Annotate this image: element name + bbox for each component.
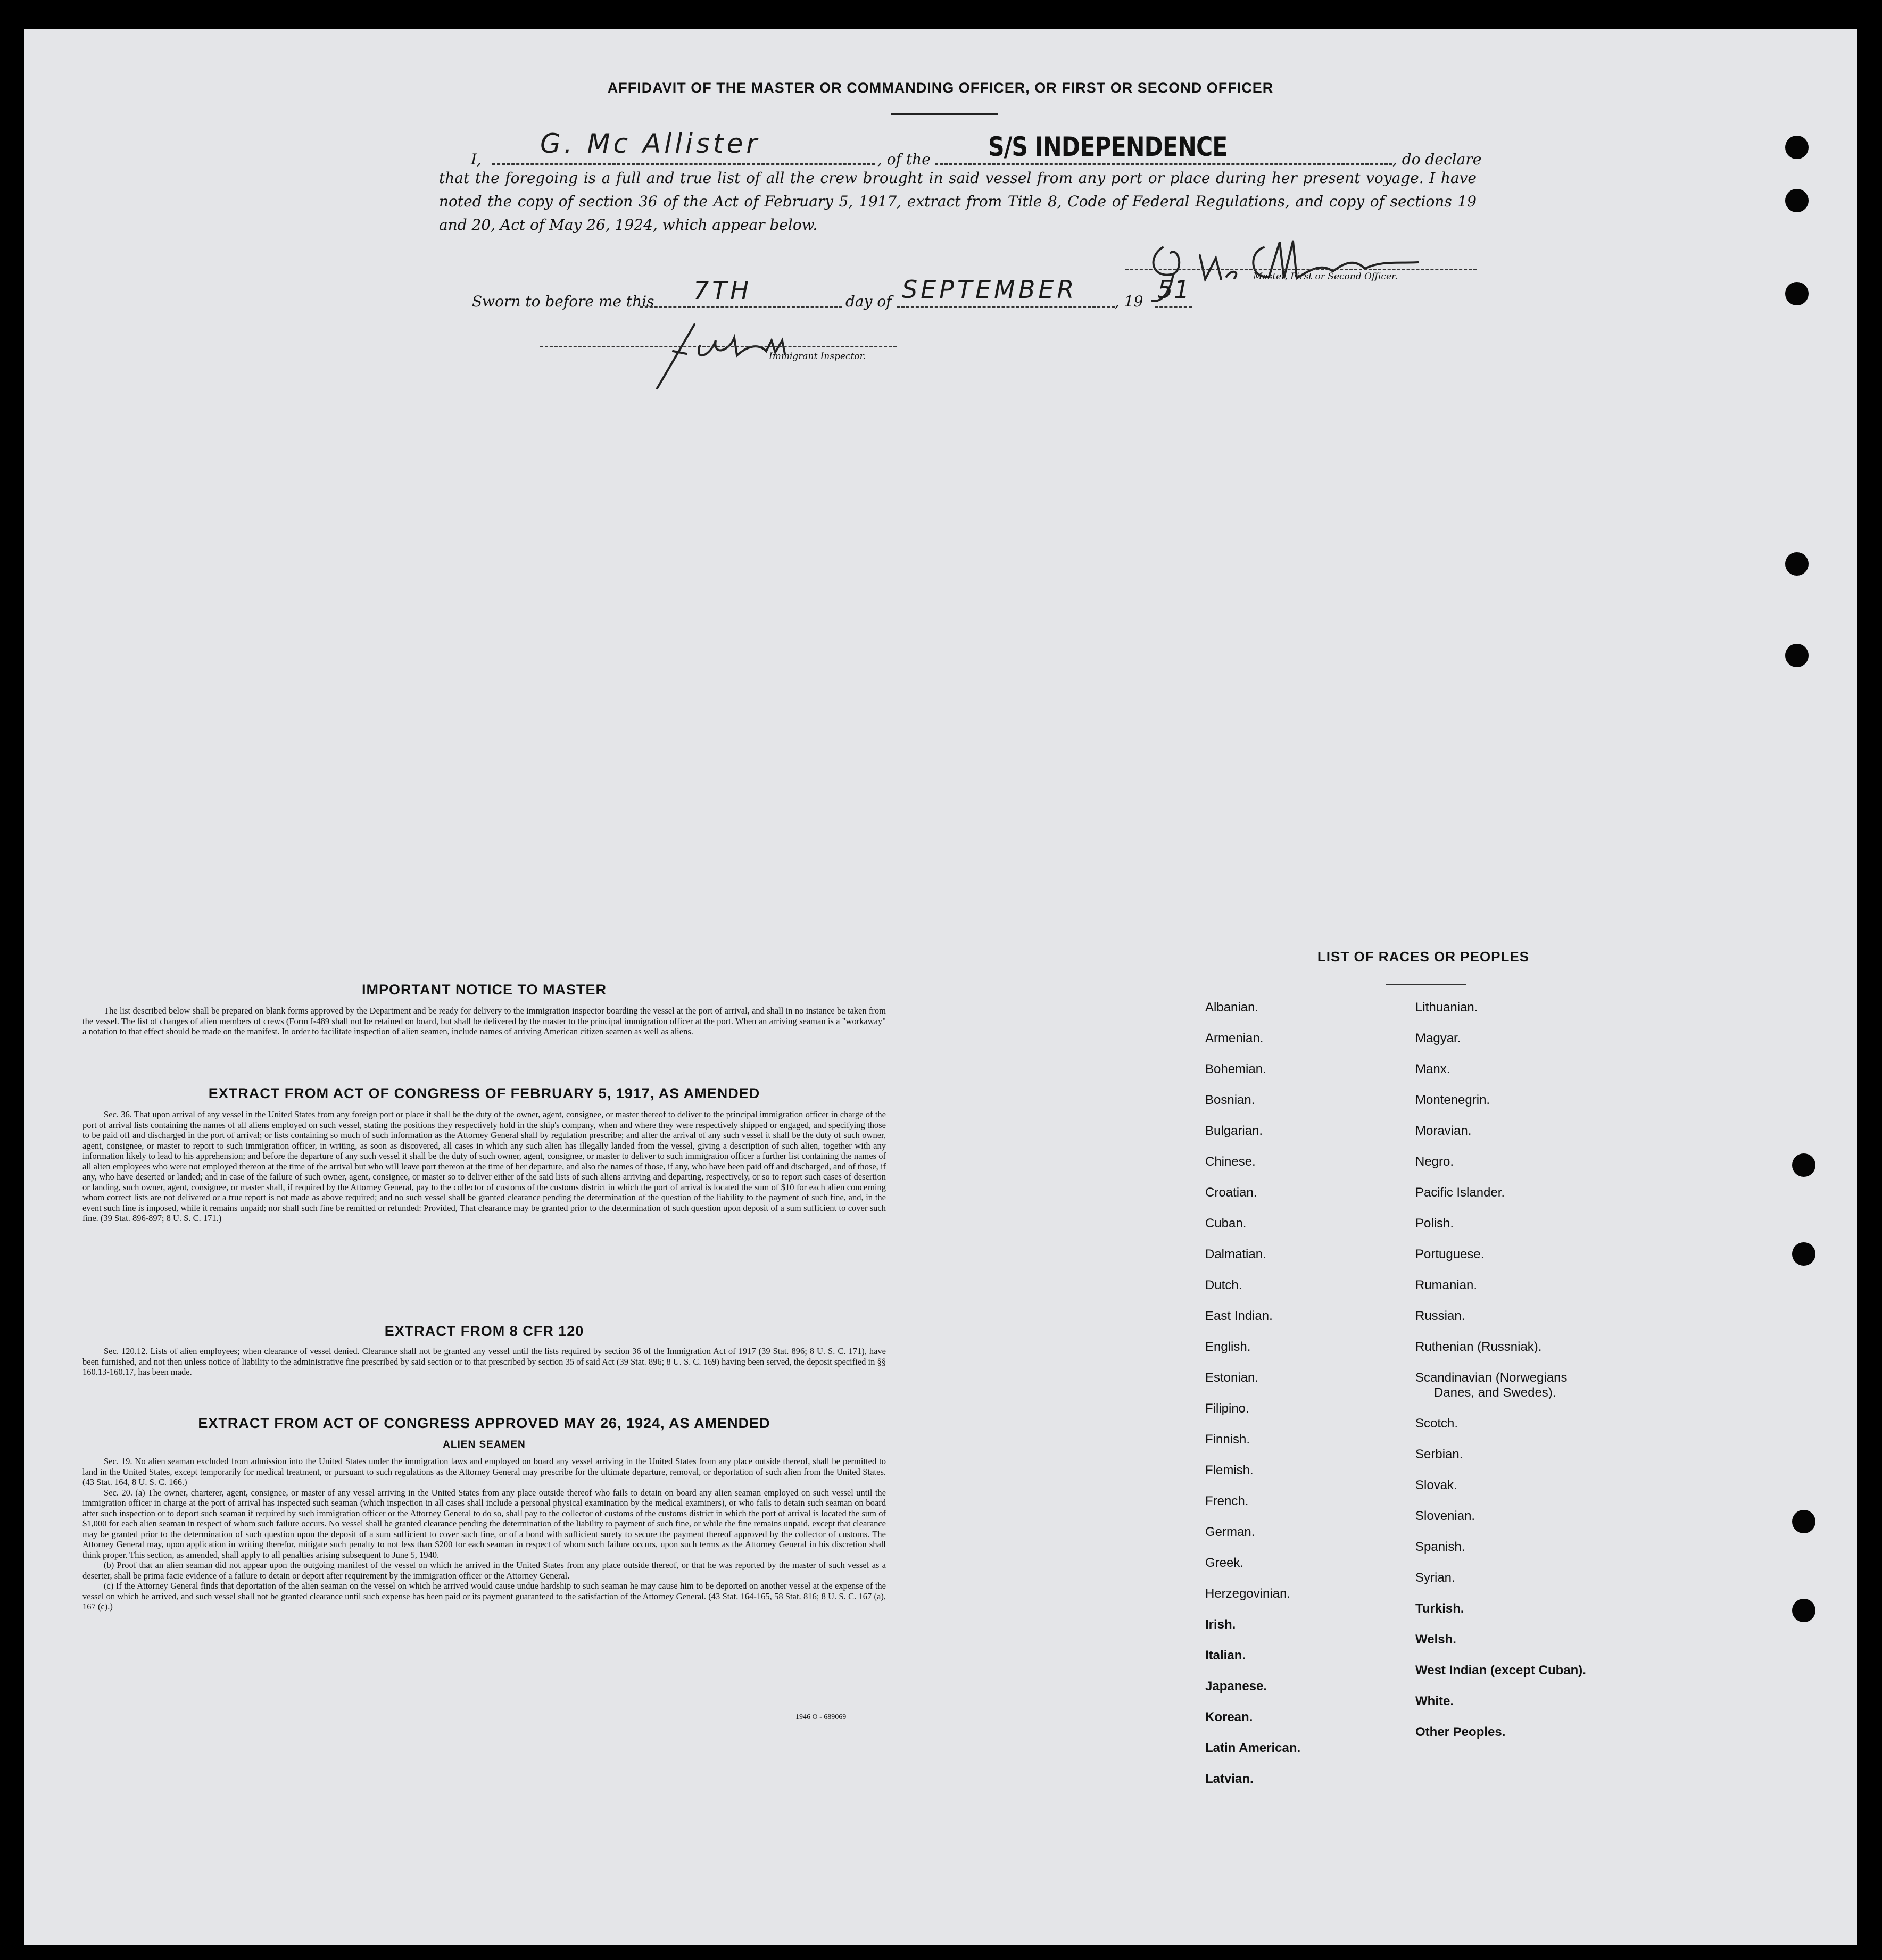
extract-cfr-text: Sec. 120.12. Lists of alien employees; when clearance of vessel denied. Clearance shall not be granted any vessel until the lists required by section 36 of the Immigration Act of 1917 (39 Stat. 896; 8 U. S. C. 171), have been furnished, and not then unless notice of liability to the administrative fine prescribed by said section or to that prescribed by section 35 of said Act (39 Stat. 896; 8 U. S. C. 169) having been served, the deposit specified in §§ 160.13-160.17, has been made.: [82, 1346, 886, 1377]
race-item: Dalmatian.: [1205, 1247, 1266, 1261]
extract-1917-text: Sec. 36. That upon arrival of any vessel in the United States from any foreign port or place it shall be the duty of the owner, agent, consignee, or master thereof to deliver to the principal immigration officer in charge of the port of arrival lists containing the names of all aliens employed on such vessel, stating the positions they respectively hold in the ship's company, when and where they were respectively shipped or engaged, and specifying those to be paid off and discharged in the port of arrival; or lists containing so much of such information as the Attorney General shall by regulation prescribe; and after the arrival of any such vessel it shall be the duty of such owner, agent, consignee, or master to report to such immigration officer, in writing, as soon as discovered, all cases in which any such alien has illegally landed from the vessel, giving a description of such alien, together with any information likely to lead to his apprehension; and before the departure of any such vessel it shall be the duty of such owner, agent, consignee, or master to deliver to such immigration officer a further list containing the names of all alien employees who were not employed thereon at the time of the arrival but who will leave port thereon at the time of her departure, and also the names of those, if any, who have been paid off and discharged, and of those, if any, who have deserted or landed; and in case of the failure of such owner, agent, consignee, or master so to deliver either of the said lists of such aliens arriving and departing, respectively, or so to report such cases of desertion or landing, such owner, agent, consignee, or master shall, if required by the Attorney General, pay to the collector of customs of the customs district in which the port of arrival is located the sum of $10 for each alien concerning whom correct lists are not delivered or a true report is not made as above required; and no such vessel shall be granted clearance pending the determination of the question of the liability to the payment of such fine, and, in the event such fine is imposed, while it remains unpaid; nor shall such fine be remitted or refunded: Provided, That clearance may be granted prior to the determination of such question upon deposit of a sum sufficient to cover such fine. (39 Stat. 896-897; 8 U. S. C. 171.): [82, 1109, 886, 1223]
race-item: Magyar.: [1415, 1031, 1461, 1045]
races-title: LIST OF RACES OR PEOPLES: [1317, 949, 1530, 965]
race-item: Dutch.: [1205, 1278, 1242, 1292]
master-name-handwritten: G. Mc Allister: [540, 128, 760, 159]
race-item: Scotch.: [1415, 1416, 1458, 1431]
affidavit-body: that the foregoing is a full and true list of all the crew brought in said vessel from any port or place during her present voyage. I have noted the copy of section 36 of the Act of February 5, 1917, extract from Title 8, Code of Federal Regulations, and copy of sections 19 and 20, Act of May 26, 1924, which appear below.: [439, 169, 1477, 234]
race-item: Italian.: [1205, 1648, 1246, 1663]
race-item: Other Peoples.: [1415, 1725, 1506, 1739]
race-item: Latin American.: [1205, 1741, 1301, 1755]
race-item: Scandinavian (Norwegians: [1415, 1371, 1568, 1385]
race-item: Albanian.: [1205, 1000, 1259, 1015]
document-page: [24, 29, 1857, 1945]
do-declare-label: , do declare: [1392, 151, 1482, 168]
race-item: Russian.: [1415, 1309, 1465, 1323]
binder-hole: [1785, 282, 1809, 305]
race-item: East Indian.: [1205, 1309, 1273, 1323]
year-prefix: , 19: [1115, 293, 1143, 310]
intro-i: I,: [471, 151, 482, 168]
year-field: [1155, 275, 1192, 308]
month-handwritten: SEPTEMBER: [902, 275, 1077, 304]
race-item: Serbian.: [1415, 1447, 1463, 1461]
race-item: Slovak.: [1415, 1478, 1457, 1492]
race-item: Turkish.: [1415, 1601, 1464, 1616]
extract-1924-para: Sec. 19. No alien seaman excluded from admission into the United States under the immigration laws and employed on board any vessel arriving in the United States from any place outside thereof, shall be permitted to land in the United States, except temporarily for medical treatment, or pursuant to such regulations as the Attorney General may prescribe for the ultimate departure, removal, or deportation of such alien from the United States. (43 Stat. 164, 8 U. S. C. 166.): [82, 1456, 886, 1487]
binder-hole: [1792, 1510, 1815, 1533]
race-item: West Indian (except Cuban).: [1415, 1663, 1586, 1677]
race-item: Korean.: [1205, 1710, 1253, 1724]
binder-hole: [1785, 189, 1809, 212]
race-item: Japanese.: [1205, 1679, 1267, 1693]
race-item: Welsh.: [1415, 1632, 1456, 1647]
race-item: Latvian.: [1205, 1772, 1254, 1786]
race-item: Negro.: [1415, 1155, 1454, 1169]
race-item: Filipino.: [1205, 1401, 1249, 1416]
binder-hole: [1785, 644, 1809, 667]
affidavit-title: AFFIDAVIT OF THE MASTER OR COMMANDING OFFICER, OR FIRST OR SECOND OFFICER: [607, 80, 1274, 96]
race-item: Rumanian.: [1415, 1278, 1478, 1292]
print-code: 1946 O - 689069: [795, 1713, 847, 1721]
year-handwritten: 51: [1157, 275, 1191, 304]
race-item: Estonian.: [1205, 1371, 1259, 1385]
vessel-name-stamp: S/S INDEPENDENCE: [988, 131, 1228, 162]
race-item: Ruthenian (Russniak).: [1415, 1340, 1542, 1354]
notice-text-block: [82, 1006, 886, 1037]
binder-hole: [1792, 1242, 1815, 1266]
race-item: Spanish.: [1415, 1540, 1465, 1554]
extract-1924-para: (c) If the Attorney General finds that deportation of the alien seaman on the vessel on which he arrived would cause undue hardship to such seaman he may cause him to be deported on another vessel at the expense of the vessel on which he arrived, and such vessel shall not be granted clearance until such expense has been paid or its payment guaranteed to the satisfaction of the Attorney General. (43 Stat. 164-165, 58 Stat. 816; 8 U. S. C. 167 (a), 167 (c).): [82, 1581, 886, 1612]
race-item: Syrian.: [1415, 1571, 1455, 1585]
race-item: Montenegrin.: [1415, 1093, 1490, 1107]
race-item: Chinese.: [1205, 1155, 1256, 1169]
race-item: Moravian.: [1415, 1124, 1472, 1138]
binder-hole: [1785, 136, 1809, 159]
binder-hole: [1792, 1153, 1815, 1177]
races-title-rule: [1386, 984, 1466, 985]
notice-text: The list described below shall be prepared on blank forms approved by the Department and be ready for delivery to the immigration inspector boarding the vessel at the port of arrival, and shall in no instance be taken from the vessel. The list of changes of alien members of crews (Form I-489 shall not be retained on board, but shall be delivered by the master to the principal immigration officer at the port. When an arriving seaman is a "workaway" a notation to that effect should be made on the manifest. In order to facilitate inspection of alien seamen, include names of arriving American citizen seamen as well as aliens.: [82, 1006, 886, 1036]
race-item: Armenian.: [1205, 1031, 1264, 1045]
race-item: White.: [1415, 1694, 1454, 1708]
race-item: Finnish.: [1205, 1432, 1250, 1447]
race-item: Danes, and Swedes).: [1434, 1385, 1556, 1400]
vessel-name-field: [935, 131, 1392, 165]
race-item: Polish.: [1415, 1216, 1454, 1231]
race-item: Pacific Islander.: [1415, 1185, 1505, 1200]
day-of-label: day of: [845, 293, 892, 310]
race-item: French.: [1205, 1494, 1249, 1508]
extract-1917-title: EXTRACT FROM ACT OF CONGRESS OF FEBRUARY 5, 1917, AS AMENDED: [208, 1085, 760, 1101]
extract-1917-block: [82, 1109, 886, 1224]
sworn-label: Sworn to before me this: [472, 293, 654, 310]
master-name-field: [492, 128, 875, 165]
day-handwritten: 7TH: [693, 276, 752, 305]
extract-1924-title: EXTRACT FROM ACT OF CONGRESS APPROVED MAY 26, 1924, AS AMENDED: [198, 1415, 770, 1431]
title-underline: [891, 113, 998, 115]
inspector-caption: Immigrant Inspector.: [769, 351, 866, 362]
of-the-label: , of the: [877, 151, 931, 168]
race-item: Herzegovinian.: [1205, 1587, 1291, 1601]
race-item: Irish.: [1205, 1617, 1236, 1632]
race-item: Lithuanian.: [1415, 1000, 1478, 1015]
extract-1924-para: (b) Proof that an alien seaman did not appear upon the outgoing manifest of the vessel on which he arrived in the United States from any place outside thereof, or that he was reported by the master of such vessel as a deserter, shall be prima facie evidence of a failure to detain or deport after requirement by the immigration officer or the Attorney General.: [82, 1560, 886, 1581]
race-item: Bohemian.: [1205, 1062, 1266, 1076]
binder-hole: [1785, 552, 1809, 576]
day-field: [640, 276, 842, 308]
month-field: [897, 275, 1115, 308]
master-caption: Master, First or Second Officer.: [1253, 271, 1398, 282]
race-item: Cuban.: [1205, 1216, 1247, 1231]
race-item: German.: [1205, 1525, 1255, 1539]
extract-1924-para: Sec. 20. (a) The owner, charterer, agent, consignee, or master of any vessel arriving in the United States from any place outside thereof who fails to detain on board any alien seaman employed on such vessel until the immigration officer in charge at the port of arrival has inspected such seaman (which inspection in all cases shall include a personal physical examination by the medical examiners), or who fails to detain such seaman on board after such inspection or to deport such seaman if required by such immigration officer or the Attorney General to do so, shall pay to the collector of customs of the customs district in which the port of arrival is located the sum of $1,000 for each alien seaman in respect of whom such failure occurs. No vessel shall be granted clearance pending the determination of the liability to payment of such fine, or while the fine remains unpaid, except that clearance may be granted prior to the determination of such question upon the deposit of a sum sufficient to cover such fine, or of a bond with sufficient surety to secure the payment thereof approved by the collector of customs. The Attorney General may, upon application in writing therefor, mitigate such penalty to not less than $200 for each seaman in respect of whom such failure occurs, upon such terms as the Attorney General in his discretion shall think proper. This section, as amended, shall apply to all penalties arising subsequent to June 5, 1940.: [82, 1487, 886, 1560]
race-item: Bulgarian.: [1205, 1124, 1263, 1138]
master-signature-line: [1125, 263, 1477, 270]
extract-cfr-block: [82, 1346, 886, 1377]
race-item: English.: [1205, 1340, 1251, 1354]
extract-cfr-title: EXTRACT FROM 8 CFR 120: [384, 1323, 584, 1339]
race-item: Flemish.: [1205, 1463, 1254, 1477]
extract-1924-subtitle: ALIEN SEAMEN: [443, 1439, 526, 1450]
race-item: Manx.: [1415, 1062, 1450, 1076]
race-item: Slovenian.: [1415, 1509, 1475, 1523]
race-item: Greek.: [1205, 1556, 1244, 1570]
binder-hole: [1792, 1599, 1815, 1622]
inspector-signature-line: [540, 340, 897, 347]
race-item: Croatian.: [1205, 1185, 1257, 1200]
race-item: Bosnian.: [1205, 1093, 1255, 1107]
extract-1924-block: [82, 1456, 886, 1612]
race-item: Portuguese.: [1415, 1247, 1485, 1261]
notice-title: IMPORTANT NOTICE TO MASTER: [362, 982, 607, 998]
